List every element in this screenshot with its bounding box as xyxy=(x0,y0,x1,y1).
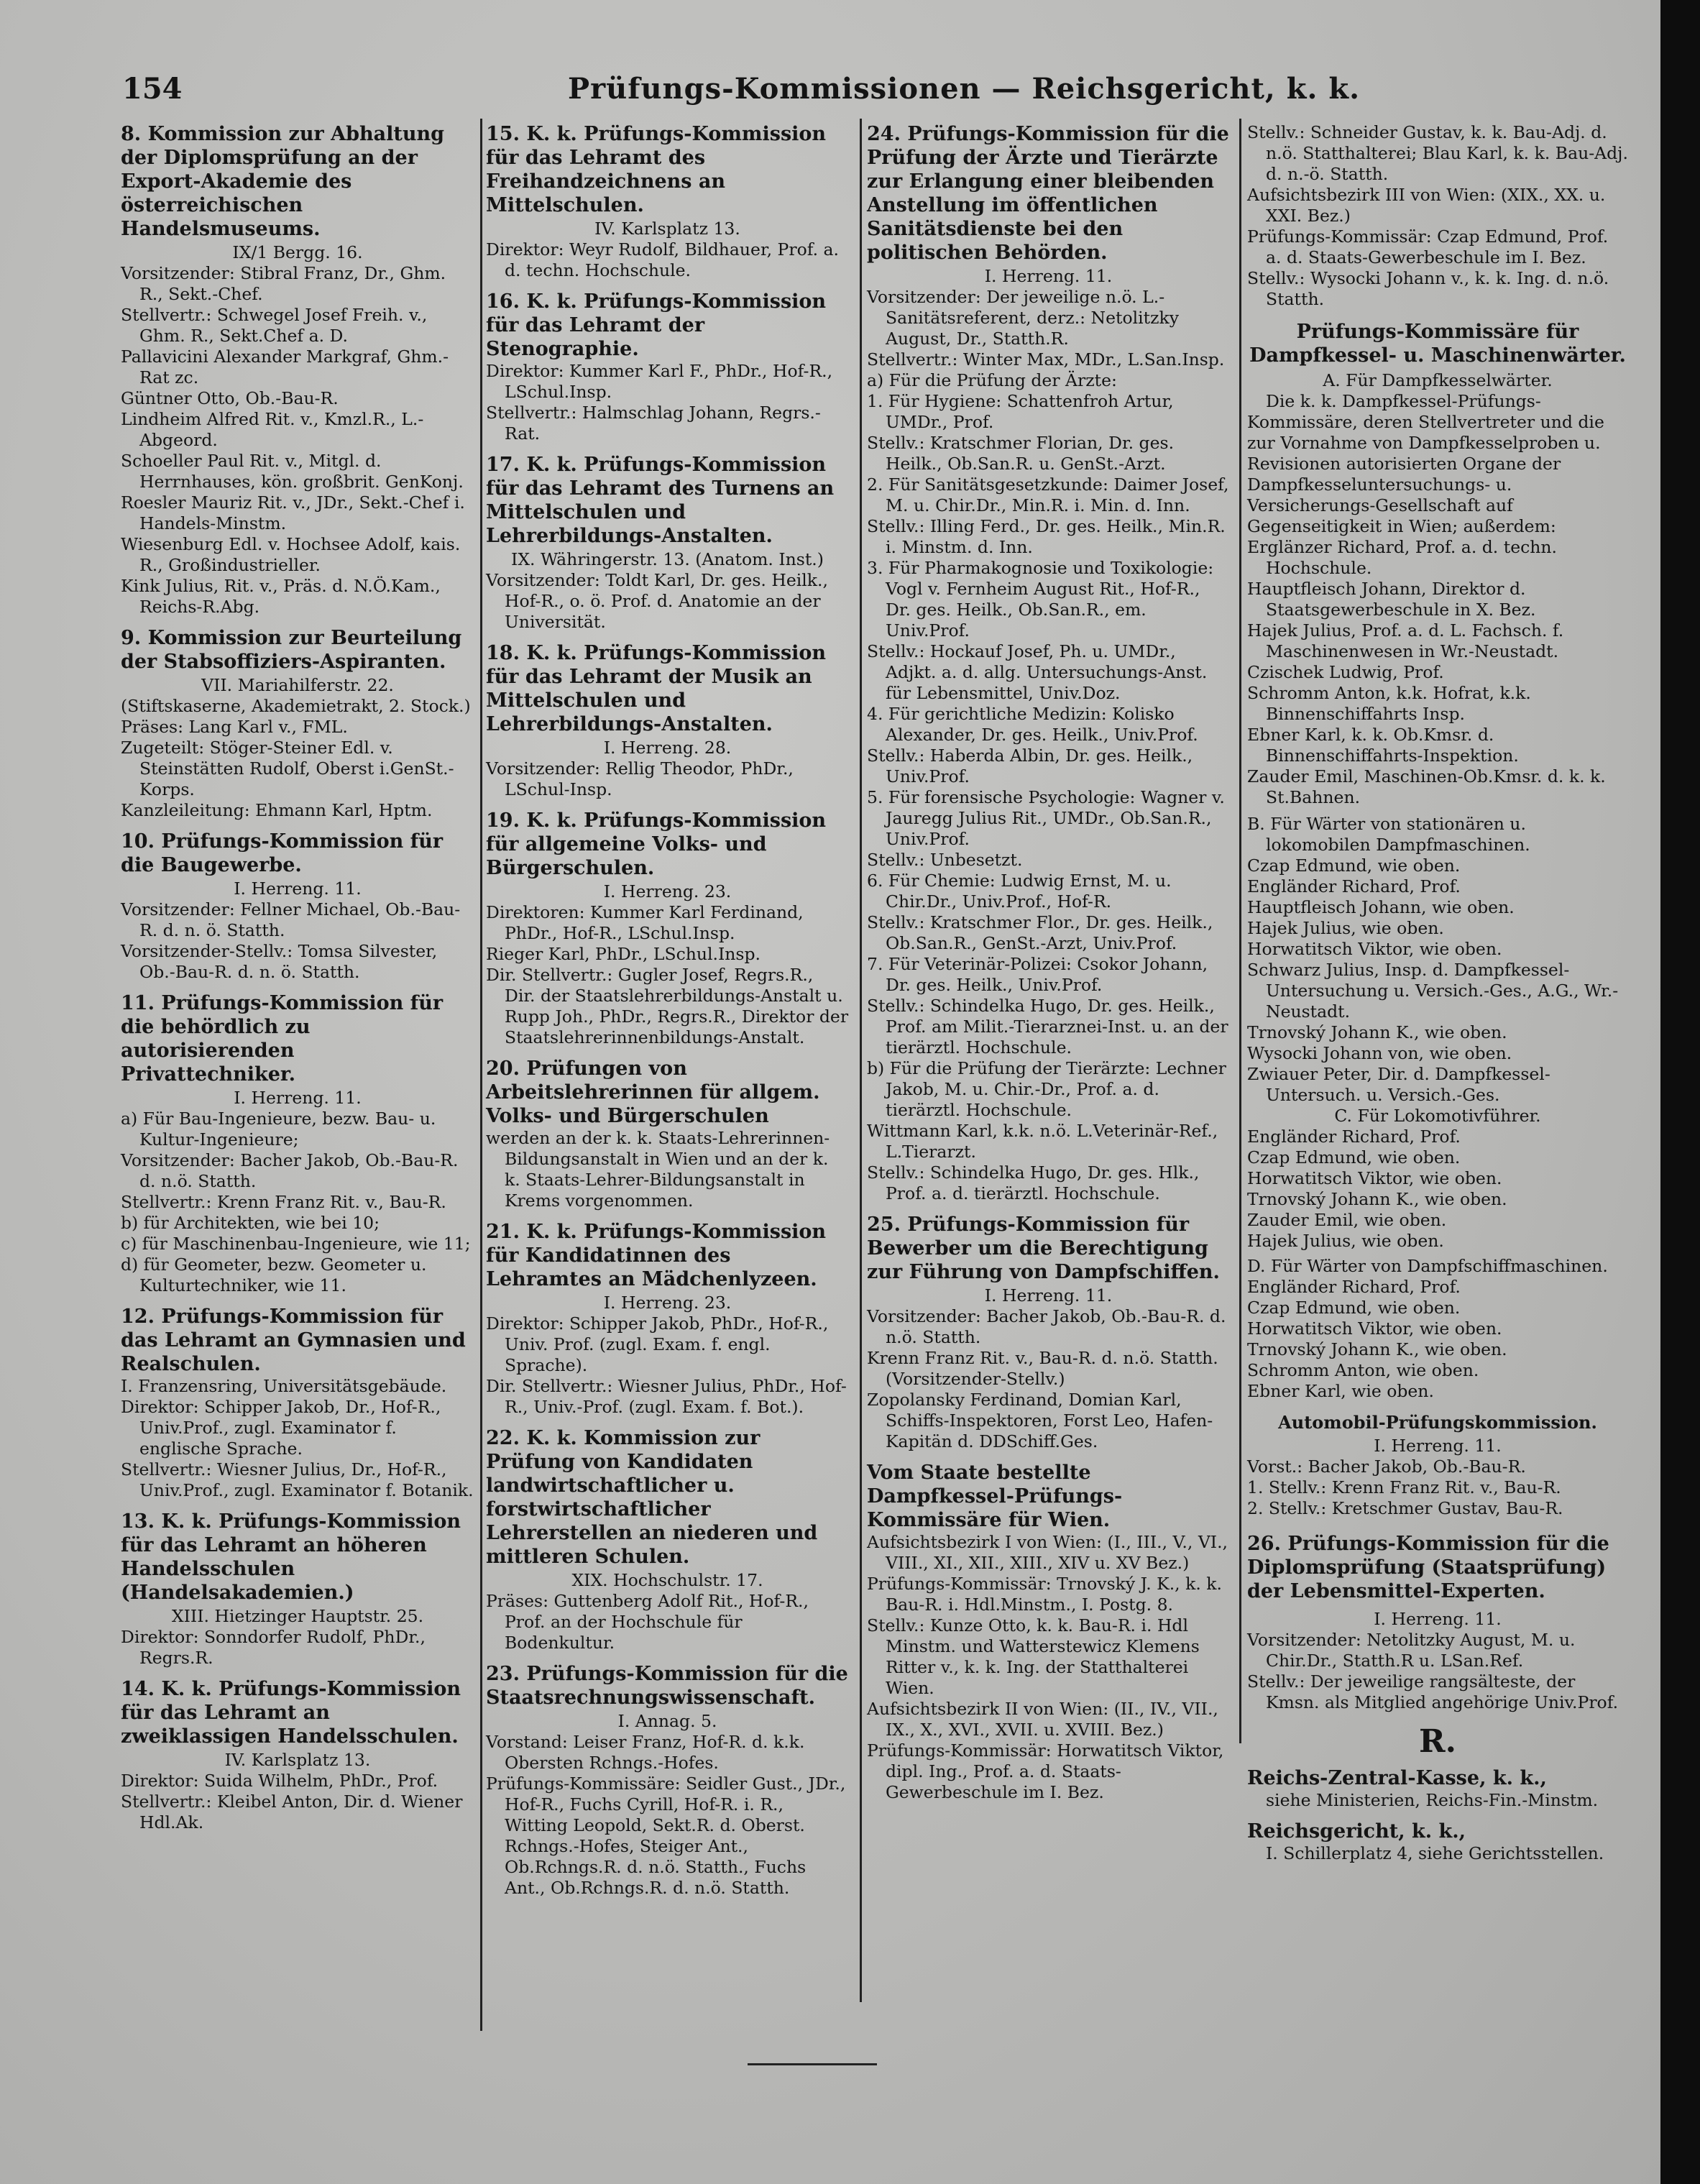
section xyxy=(486,453,849,633)
footer-rule xyxy=(748,2063,877,2065)
section-title: 20. Prüfungen von Arbeitslehrerinnen für allgem. Volks- und Bürgerschulen xyxy=(486,1057,820,1127)
list-item: Zauder Emil, Maschinen-Ob.Kmsr. d. k. k. St.Bahnen. xyxy=(1247,766,1606,807)
entry-line: Zopolansky Ferdinand, Domian Karl, Schiffs-Inspektoren, Forst Leo, Hafen-Kapitän d. DDSchiff.Ges. xyxy=(867,1390,1213,1451)
entry-line: 7. Für Veterinär-Polizei: Csokor Johann, Dr. ges. Heilk., Univ.Prof. xyxy=(867,954,1208,995)
list-item: Ebner Karl, k. k. Ob.Kmsr. d. Binnenschiffahrts-Inspektion. xyxy=(1247,725,1519,766)
paragraph: Die k. k. Dampfkessel-Prüfungs-Kommissäre, deren Stellvertreter und die zur Vornahme von Dampfkesselproben u. Revisionen autorisierten Organe der Dampfkesseluntersuchungs- u. Versicherungs-Gesellschaft auf Gegenseitigkeit in Wien; außerdem: xyxy=(1247,391,1604,536)
entry-line: 1. Für Hygiene: Schattenfroh Artur, UMDr., Prof. xyxy=(867,391,1174,432)
address: I. Herreng. 11. xyxy=(984,1285,1113,1306)
entry-line: b) für Architekten, wie bei 10; xyxy=(121,1213,380,1233)
section xyxy=(486,809,849,1048)
section-title: 23. Prüfungs-Kommission für die Staatsrechnungswissenschaft. xyxy=(486,1663,848,1709)
entry-line: Präses: Guttenberg Adolf Rit., Hof-R., Prof. an der Hochschule für Bodenkultur. xyxy=(486,1591,809,1653)
entry-line: Vorsitzender: Bacher Jakob, Ob.-Bau-R. d. n.ö. Statth. xyxy=(121,1150,459,1191)
section-26 xyxy=(1247,1532,1628,1713)
list-item: Trnovský Johann K., wie oben. xyxy=(1247,1022,1507,1042)
address: XIII. Hietzinger Hauptstr. 25. xyxy=(171,1606,424,1626)
column-1 xyxy=(121,122,474,1842)
section xyxy=(121,626,474,821)
entry-text: I. Schillerplatz 4, siehe Gerichtsstellen. xyxy=(1266,1843,1604,1863)
entry-line: Prüfungs-Kommissär: Trnovský J. K., k. k. Bau-R. i. Hdl.Minstm., I. Postg. 8. xyxy=(867,1574,1223,1615)
entry-line: Wittmann Karl, k.k. n.ö. L.Veterinär-Ref., L.Tierarzt. xyxy=(867,1121,1218,1162)
entry-line: Dir. Stellvertr.: Wiesner Julius, PhDr., Hof-R., Univ.-Prof. (zugl. Exam. f. Bot.). xyxy=(486,1376,847,1417)
entry-line: Vorstand: Leiser Franz, Hof-R. d. k.k. Obersten Rchngs.-Hofes. xyxy=(486,1732,805,1773)
list-item: Engländer Richard, Prof. xyxy=(1247,876,1461,896)
entry-line: Stellv.: Unbesetzt. xyxy=(867,850,1023,870)
section-letter: R. xyxy=(1419,1723,1456,1760)
entry-line: Vorsitzender-Stellv.: Tomsa Silvester, Ob.-Bau-R. d. n. ö. Statth. xyxy=(121,941,438,982)
entry-line: b) Für die Prüfung der Tierärzte: Lechner Jakob, M. u. Chir.-Dr., Prof. a. d. tierärztl. Hochschule. xyxy=(867,1058,1226,1120)
entry-line: Vorsitzender: Fellner Michael, Ob.-Bau-R. d. n. ö. Statth. xyxy=(121,899,461,940)
page-header xyxy=(0,72,1660,115)
section-dampfkessel-kommissaere xyxy=(1247,320,1628,1402)
section-title: Automobil-Prüfungskommission. xyxy=(1278,1412,1597,1433)
column-rule xyxy=(1239,119,1241,1743)
section-title: Vom Staate bestellte Dampfkessel-Prüfungs-Kommissäre für Wien. xyxy=(867,1462,1123,1531)
entry-line: Aufsichtsbezirk II von Wien: (II., IV., VII., IX., X., XVI., XVII. u. XVIII. Bez.) xyxy=(867,1699,1218,1740)
section xyxy=(867,1213,1230,1452)
list-item: Aufsichtsbezirk III von Wien: (XIX., XX. u. XXI. Bez.) xyxy=(1247,185,1606,226)
column-4 xyxy=(1247,122,1628,1873)
section xyxy=(486,122,849,281)
address: I. Herreng. 11. xyxy=(1374,1436,1502,1456)
address: I. Herreng. 11. xyxy=(234,878,362,899)
list-item: Hajek Julius, wie oben. xyxy=(1247,1231,1444,1251)
section xyxy=(121,1510,474,1669)
entry-line: (Stiftskaserne, Akademietrakt, 2. Stock.) xyxy=(121,696,471,716)
section-title: 21. K. k. Prüfungs-Kommission für Kandidatinnen des Lehramtes an Mädchenlyzeen. xyxy=(486,1221,827,1290)
entry-line: Zugeteilt: Stöger-Steiner Edl. v. Steinstätten Rudolf, Oberst i.GenSt.-Korps. xyxy=(121,738,454,799)
section-title: 18. K. k. Prüfungs-Kommission für das Lehramt der Musik an Mittelschulen und Lehrerbildungs-Anstalten. xyxy=(486,642,827,735)
list-item: Czap Edmund, wie oben. xyxy=(1247,1147,1461,1167)
entry-line: Prüfungs-Kommissäre: Seidler Gust., JDr., Hof-R., Fuchs Cyrill, Hof-R. i. R., Witting Leopold, Sekt.R. d. Oberst. Rchngs.-Hofes, Steiger Ant., Ob.Rchngs.R. d. n.ö. Statth., Fuchs Ant., Ob.Rchngs.R. d. n.ö. Statth. xyxy=(486,1774,846,1898)
entry-line: Stellvertr.: Schwegel Josef Freih. v., Ghm. R., Sekt.Chef a. D. xyxy=(121,305,428,346)
list xyxy=(1247,1630,1628,1713)
address: I. Herreng. 11. xyxy=(234,1088,362,1108)
list-item: Zauder Emil, wie oben. xyxy=(1247,1210,1447,1230)
section xyxy=(486,641,849,800)
address: XIX. Hochschulstr. 17. xyxy=(571,1570,763,1590)
entry-title: Reichsgericht, k. k., xyxy=(1247,1820,1466,1843)
entry-line: Vorsitzender: Stibral Franz, Dr., Ghm. R., Sekt.-Chef. xyxy=(121,263,446,304)
section xyxy=(121,830,474,983)
section-title: 22. K. k. Kommission zur Prüfung von Kandidaten landwirtschaftlicher u. forstwirtschaftlicher Lehrerstellen an niederen und mittleren Schulen. xyxy=(486,1427,818,1568)
entry-line: 5. Für forensische Psychologie: Wagner v. Jauregg Julius Rit., UMDr., Ob.San.R., Univ.Prof. xyxy=(867,787,1225,849)
section xyxy=(486,1057,849,1211)
entry-line: Krenn Franz Rit. v., Bau-R. d. n.ö. Statth. (Vorsitzender-Stellv.) xyxy=(867,1348,1218,1389)
list-item: Horwatitsch Viktor, wie oben. xyxy=(1247,1318,1502,1339)
column-rule xyxy=(480,119,482,2031)
entry-line: Stellv.: Kratschmer Flor., Dr. ges. Heilk., Ob.San.R., GenSt.-Arzt, Univ.Prof. xyxy=(867,912,1213,953)
section-title: 8. Kommission zur Abhaltung der Diplomsprüfung an der Export-Akademie des österreichischen Handelsmuseums. xyxy=(121,123,444,240)
entry-line: 6. Für Chemie: Ludwig Ernst, M. u. Chir.Dr., Univ.Prof., Hof-R. xyxy=(867,871,1172,912)
section-title: 13. K. k. Prüfungs-Kommission für das Lehramt an höheren Handelsschulen (Handelsakademien.) xyxy=(121,1510,461,1604)
list-item: Trnovský Johann K., wie oben. xyxy=(1247,1339,1507,1359)
section-continuation xyxy=(1247,122,1628,310)
section-title: 11. Prüfungs-Kommission für die behördlich zu autorisierenden Privattechniker. xyxy=(121,992,444,1086)
list-item: 2. Stellv.: Kretschmer Gustav, Bau-R. xyxy=(1247,1498,1563,1518)
list-item: Schromm Anton, wie oben. xyxy=(1247,1360,1479,1380)
list-item: Vorsitzender: Netolitzky August, M. u. Chir.Dr., Statth.R u. LSan.Ref. xyxy=(1247,1630,1576,1671)
entry-line: Aufsichtsbezirk I von Wien: (I., III., V., VI., VIII., XI., XII., XIII., XIV u. XV Bez.) xyxy=(867,1532,1228,1573)
entry-line: c) für Maschinenbau-Ingenieure, wie 11; xyxy=(121,1234,471,1254)
address: IV. Karlsplatz 13. xyxy=(224,1750,371,1770)
list-item: Schwarz Julius, Insp. d. Dampfkessel-Untersuchung u. Versich.-Ges., A.G., Wr.-Neustadt. xyxy=(1247,960,1619,1022)
entry-line: 3. Für Pharmakognosie und Toxikologie: Vogl v. Fernheim August Rit., Hof-R., Dr. ges. Heilk., Ob.San.R., em. Univ.Prof. xyxy=(867,558,1214,641)
list-item: Horwatitsch Viktor, wie oben. xyxy=(1247,939,1502,959)
entry-line: Stellv.: Kratschmer Florian, Dr. ges. Heilk., Ob.San.R. u. GenSt.-Arzt. xyxy=(867,433,1175,474)
column-2 xyxy=(486,122,849,1907)
entry-line: Präses: Lang Karl v., FML. xyxy=(121,717,348,737)
section xyxy=(121,991,474,1296)
entry-title: Reichs-Zentral-Kasse, k. k., xyxy=(1247,1767,1547,1789)
section xyxy=(486,1662,849,1899)
list-item: Czap Edmund, wie oben. xyxy=(1247,855,1461,876)
list-item: Vorst.: Bacher Jakob, Ob.-Bau-R. xyxy=(1247,1456,1526,1477)
list-item: Hauptfleisch Johann, Direktor d. Staatsgewerbeschule in X. Bez. xyxy=(1247,579,1536,620)
list-item: 1. Stellv.: Krenn Franz Rit. v., Bau-R. xyxy=(1247,1477,1561,1497)
entry-line: a) Für die Prüfung der Ärzte: xyxy=(867,370,1117,390)
address: I. Herreng. 23. xyxy=(603,1293,732,1313)
entry-line: Direktor: Sonndorfer Rudolf, PhDr., Regrs.R. xyxy=(121,1627,426,1668)
list-item: Prüfungs-Kommissär: Czap Edmund, Prof. a. d. Staats-Gewerbeschule im I. Bez. xyxy=(1247,226,1609,267)
address: I. Herreng. 23. xyxy=(603,881,732,901)
address: I. Herreng. 11. xyxy=(1374,1609,1502,1629)
entry-line: Direktor: Schipper Jakob, Dr., Hof-R., Univ.Prof., zugl. Examinator f. englische Sprache. xyxy=(121,1397,441,1459)
entry-text: siehe Ministerien, Reichs-Fin.-Minstm. xyxy=(1266,1790,1599,1810)
section xyxy=(121,1677,474,1833)
list-item: Czap Edmund, wie oben. xyxy=(1247,1298,1461,1318)
entry-line: Vorsitzender: Bacher Jakob, Ob.-Bau-R. d. n.ö. Statth. xyxy=(867,1306,1226,1347)
entry-line: Kink Julius, Rit. v., Präs. d. N.Ö.Kam., Reichs-R.Abg. xyxy=(121,576,441,617)
entry-line: Stellvertr.: Krenn Franz Rit. v., Bau-R. xyxy=(121,1192,446,1212)
subsection-title: A. Für Dampfkesselwärter. xyxy=(1323,370,1553,390)
entry-line: Roesler Mauriz Rit. v., JDr., Sekt.-Chef i. Handels-Minstm. xyxy=(121,492,465,533)
list-item: Stellv.: Schneider Gustav, k. k. Bau-Adj. d. n.ö. Statthalterei; Blau Karl, k. k. Bau-Adj. d. n.-ö. Statth. xyxy=(1247,122,1628,184)
section xyxy=(867,1461,1230,1803)
page-number: 154 xyxy=(122,72,183,106)
list-item: Hajek Julius, Prof. a. d. L. Fachsch. f. Maschinenwesen in Wr.-Neustadt. xyxy=(1247,620,1564,661)
section-title: 26. Prüfungs-Kommission für die Diplomsprüfung (Staatsprüfung) der Lebensmittel-Experten. xyxy=(1247,1533,1609,1602)
list xyxy=(1247,1456,1628,1519)
list-item: Trnovský Johann K., wie oben. xyxy=(1247,1189,1507,1209)
list-item: Stellv.: Der jeweilige rangsälteste, der Kmsn. als Mitglied angehörige Univ.Prof. xyxy=(1247,1671,1619,1712)
section xyxy=(121,122,474,618)
address: IX. Währingerstr. 13. (Anatom. Inst.) xyxy=(511,549,824,569)
entry-line: a) Für Bau-Ingenieure, bezw. Bau- u. Kultur-Ingenieure; xyxy=(121,1109,436,1150)
list xyxy=(1247,1127,1628,1252)
entry-line: werden an der k. k. Staats-Lehrerinnen-Bildungsanstalt in Wien und an der k. k. Staats-Lehrer-Bildungsanstalt in Krems vorgenommen. xyxy=(486,1128,830,1211)
entry-line: 4. Für gerichtliche Medizin: Kolisko Alexander, Dr. ges. Heilk., Univ.Prof. xyxy=(867,704,1198,745)
entry-line: Direktor: Suida Wilhelm, PhDr., Prof. xyxy=(121,1771,438,1791)
section-automobil xyxy=(1247,1410,1628,1519)
entry-line: Vorsitzender: Rellig Theodor, PhDr., LSchul-Insp. xyxy=(486,758,794,799)
entry-line: Direktoren: Kummer Karl Ferdinand, PhDr., Hof-R., LSchul.Insp. xyxy=(486,902,804,943)
entry-line: Stellv.: Hockauf Josef, Ph. u. UMDr., Adjkt. a. d. allg. Untersuchungs-Anst. für Lebensmittel, Univ.Doz. xyxy=(867,641,1208,703)
list xyxy=(1247,1277,1628,1402)
entry-line: Stellv.: Kunze Otto, k. k. Bau-R. i. Hdl Minstm. und Watterstewicz Klemens Ritter v., k. k. Ing. der Statthalterei Wien. xyxy=(867,1615,1200,1698)
subsection-title: D. Für Wärter von Dampfschiffmaschinen. xyxy=(1247,1256,1608,1276)
entry-line: Wiesenburg Edl. v. Hochsee Adolf, kais. R., Großindustrieller. xyxy=(121,534,461,575)
entry-line: Güntner Otto, Ob.-Bau-R. xyxy=(121,388,339,408)
entry-line: Schoeller Paul Rit. v., Mitgl. d. Herrnhauses, kön. großbrit. GenKonj. xyxy=(121,451,464,492)
entry-line: Stellvertr.: Wiesner Julius, Dr., Hof-R., Univ.Prof., zugl. Examinator f. Botanik. xyxy=(121,1459,474,1500)
list-item: Schromm Anton, k.k. Hofrat, k.k. Binnenschiffahrts Insp. xyxy=(1247,683,1531,724)
list xyxy=(1247,537,1628,808)
section xyxy=(486,290,849,444)
entry-line: Dir. Stellvertr.: Gugler Josef, Regrs.R., Dir. der Staatslehrerbildungs-Anstalt u. Rupp Joh., PhDr., Regrs.R., Direktor der Staatslehrerinnenbildungs-Anstalt. xyxy=(486,965,849,1047)
section-title: 15. K. k. Prüfungs-Kommission für das Lehramt des Freihandzeichnens an Mittelschulen. xyxy=(486,123,827,216)
section-title: 24. Prüfungs-Kommission für die Prüfung der Ärzte und Tierärzte zur Erlangung einer bleibenden Anstellung im öffentlichen Sanitätsdienste bei den politischen Behörden. xyxy=(867,123,1229,264)
entry-reichs-zentral-kasse xyxy=(1247,1766,1628,1811)
scan-border xyxy=(1660,0,1700,2184)
column-3 xyxy=(867,122,1230,1812)
address: I. Annag. 5. xyxy=(617,1711,717,1731)
subsection-title: B. Für Wärter von stationären u. lokomobilen Dampfmaschinen. xyxy=(1247,814,1530,855)
address: I. Herreng. 11. xyxy=(984,266,1113,286)
list-item: Czischek Ludwig, Prof. xyxy=(1247,662,1444,682)
entry-line: I. Franzensring, Universitätsgebäude. xyxy=(121,1376,447,1396)
list-item: Engländer Richard, Prof. xyxy=(1247,1277,1461,1297)
entry-line: Vorsitzender: Der jeweilige n.ö. L.-Sanitätsreferent, derz.: Netolitzky August, Dr., Statth.R. xyxy=(867,287,1179,349)
entry-line: Vorsitzender: Toldt Karl, Dr. ges. Heilk., Hof-R., o. ö. Prof. d. Anatomie an der Universität. xyxy=(486,570,828,632)
address: IV. Karlsplatz 13. xyxy=(594,219,740,239)
entry-line: Lindheim Alfred Rit. v., Kmzl.R., L.-Abgeord. xyxy=(121,409,424,450)
address: IX/1 Bergg. 16. xyxy=(232,242,363,262)
entry-line: Stellv.: Haberda Albin, Dr. ges. Heilk., Univ.Prof. xyxy=(867,745,1193,786)
section xyxy=(121,1305,474,1501)
section-title: Prüfungs-Kommissäre für Dampfkessel- u. Maschinenwärter. xyxy=(1249,321,1626,367)
section-title: 25. Prüfungs-Kommission für Bewerber um die Berechtigung zur Führung von Dampfschiffen. xyxy=(867,1213,1220,1283)
entry-line: Direktor: Weyr Rudolf, Bildhauer, Prof. a. d. techn. Hochschule. xyxy=(486,239,840,280)
subsection-title: C. Für Lokomotivführer. xyxy=(1334,1106,1541,1126)
address: I. Herreng. 28. xyxy=(603,738,732,758)
entry-line: d) für Geometer, bezw. Geometer u. Kulturtechniker, wie 11. xyxy=(121,1254,427,1295)
entry-line: Stellv.: Illing Ferd., Dr. ges. Heilk., Min.R. i. Minstm. d. Inn. xyxy=(867,516,1226,557)
section xyxy=(867,122,1230,1204)
list-item: Erglänzer Richard, Prof. a. d. techn. Hochschule. xyxy=(1247,537,1557,578)
running-title: Prüfungs-Kommissionen — Reichsgericht, k. k. xyxy=(568,72,1360,106)
section-title: 9. Kommission zur Beurteilung der Stabsoffiziers-Aspiranten. xyxy=(121,627,462,673)
list-item: Hauptfleisch Johann, wie oben. xyxy=(1247,897,1515,917)
section-title: 10. Prüfungs-Kommission für die Baugewerbe. xyxy=(121,830,444,876)
list-item: Ebner Karl, wie oben. xyxy=(1247,1381,1434,1401)
list-item: Zwiauer Peter, Dir. d. Dampfkessel-Untersuch. u. Versich.-Ges. xyxy=(1247,1064,1550,1105)
entry-line: 2. Für Sanitätsgesetzkunde: Daimer Josef, M. u. Chir.Dr., Min.R. i. Min. d. Inn. xyxy=(867,474,1229,515)
column-rule xyxy=(860,119,862,2002)
section-title: 16. K. k. Prüfungs-Kommission für das Lehramt der Stenographie. xyxy=(486,290,827,360)
entry-line: Kanzleileitung: Ehmann Karl, Hptm. xyxy=(121,800,433,820)
entry-line: Rieger Karl, PhDr., LSchul.Insp. xyxy=(486,944,761,964)
list-item: Hajek Julius, wie oben. xyxy=(1247,918,1444,938)
section-title: 19. K. k. Prüfungs-Kommission für allgemeine Volks- und Bürgerschulen. xyxy=(486,809,827,879)
section-title: 17. K. k. Prüfungs-Kommission für das Lehramt des Turnens an Mittelschulen und Lehrerbildungs-Anstalten. xyxy=(486,454,835,547)
entry-line: Direktor: Schipper Jakob, PhDr., Hof-R., Univ. Prof. (zugl. Exam. f. engl. Sprache). xyxy=(486,1313,829,1375)
entry-line: Stellv.: Schindelka Hugo, Dr. ges. Hlk., Prof. a. d. tierärztl. Hochschule. xyxy=(867,1162,1200,1203)
entry-line: Stellv.: Schindelka Hugo, Dr. ges. Heilk., Prof. am Milit.-Tierarznei-Inst. u. an der tierärztl. Hochschule. xyxy=(867,996,1228,1057)
entry-line: Stellvertr.: Winter Max, MDr., L.San.Insp. xyxy=(867,349,1225,370)
list-item: Engländer Richard, Prof. xyxy=(1247,1127,1461,1147)
entry-reichsgericht xyxy=(1247,1820,1628,1864)
entry-line: Pallavicini Alexander Markgraf, Ghm.-Rat zc. xyxy=(121,347,449,387)
list-item: Horwatitsch Viktor, wie oben. xyxy=(1247,1168,1502,1188)
entry-line: Stellvertr.: Halmschlag Johann, Regrs.-Rat. xyxy=(486,403,821,444)
list xyxy=(1247,855,1628,1106)
section xyxy=(486,1220,849,1418)
section-title: 12. Prüfungs-Kommission für das Lehramt an Gymnasien und Realschulen. xyxy=(121,1306,466,1375)
list-item: Stellv.: Wysocki Johann v., k. k. Ing. d. n.ö. Statth. xyxy=(1247,268,1609,309)
entry-line: Stellvertr.: Kleibel Anton, Dir. d. Wiener Hdl.Ak. xyxy=(121,1791,463,1832)
entry-line: Direktor: Kummer Karl F., PhDr., Hof-R., LSchul.Insp. xyxy=(486,361,833,402)
entry-line: Prüfungs-Kommissär: Horwatitsch Viktor, dipl. Ing., Prof. a. d. Staats-Gewerbeschule im I. Bez. xyxy=(867,1740,1224,1802)
section xyxy=(486,1426,849,1653)
section-title: 14. K. k. Prüfungs-Kommission für das Lehramt an zweiklassigen Handelsschulen. xyxy=(121,1678,461,1748)
address: VII. Mariahilferstr. 22. xyxy=(201,675,394,695)
list-item: Wysocki Johann von, wie oben. xyxy=(1247,1043,1512,1063)
